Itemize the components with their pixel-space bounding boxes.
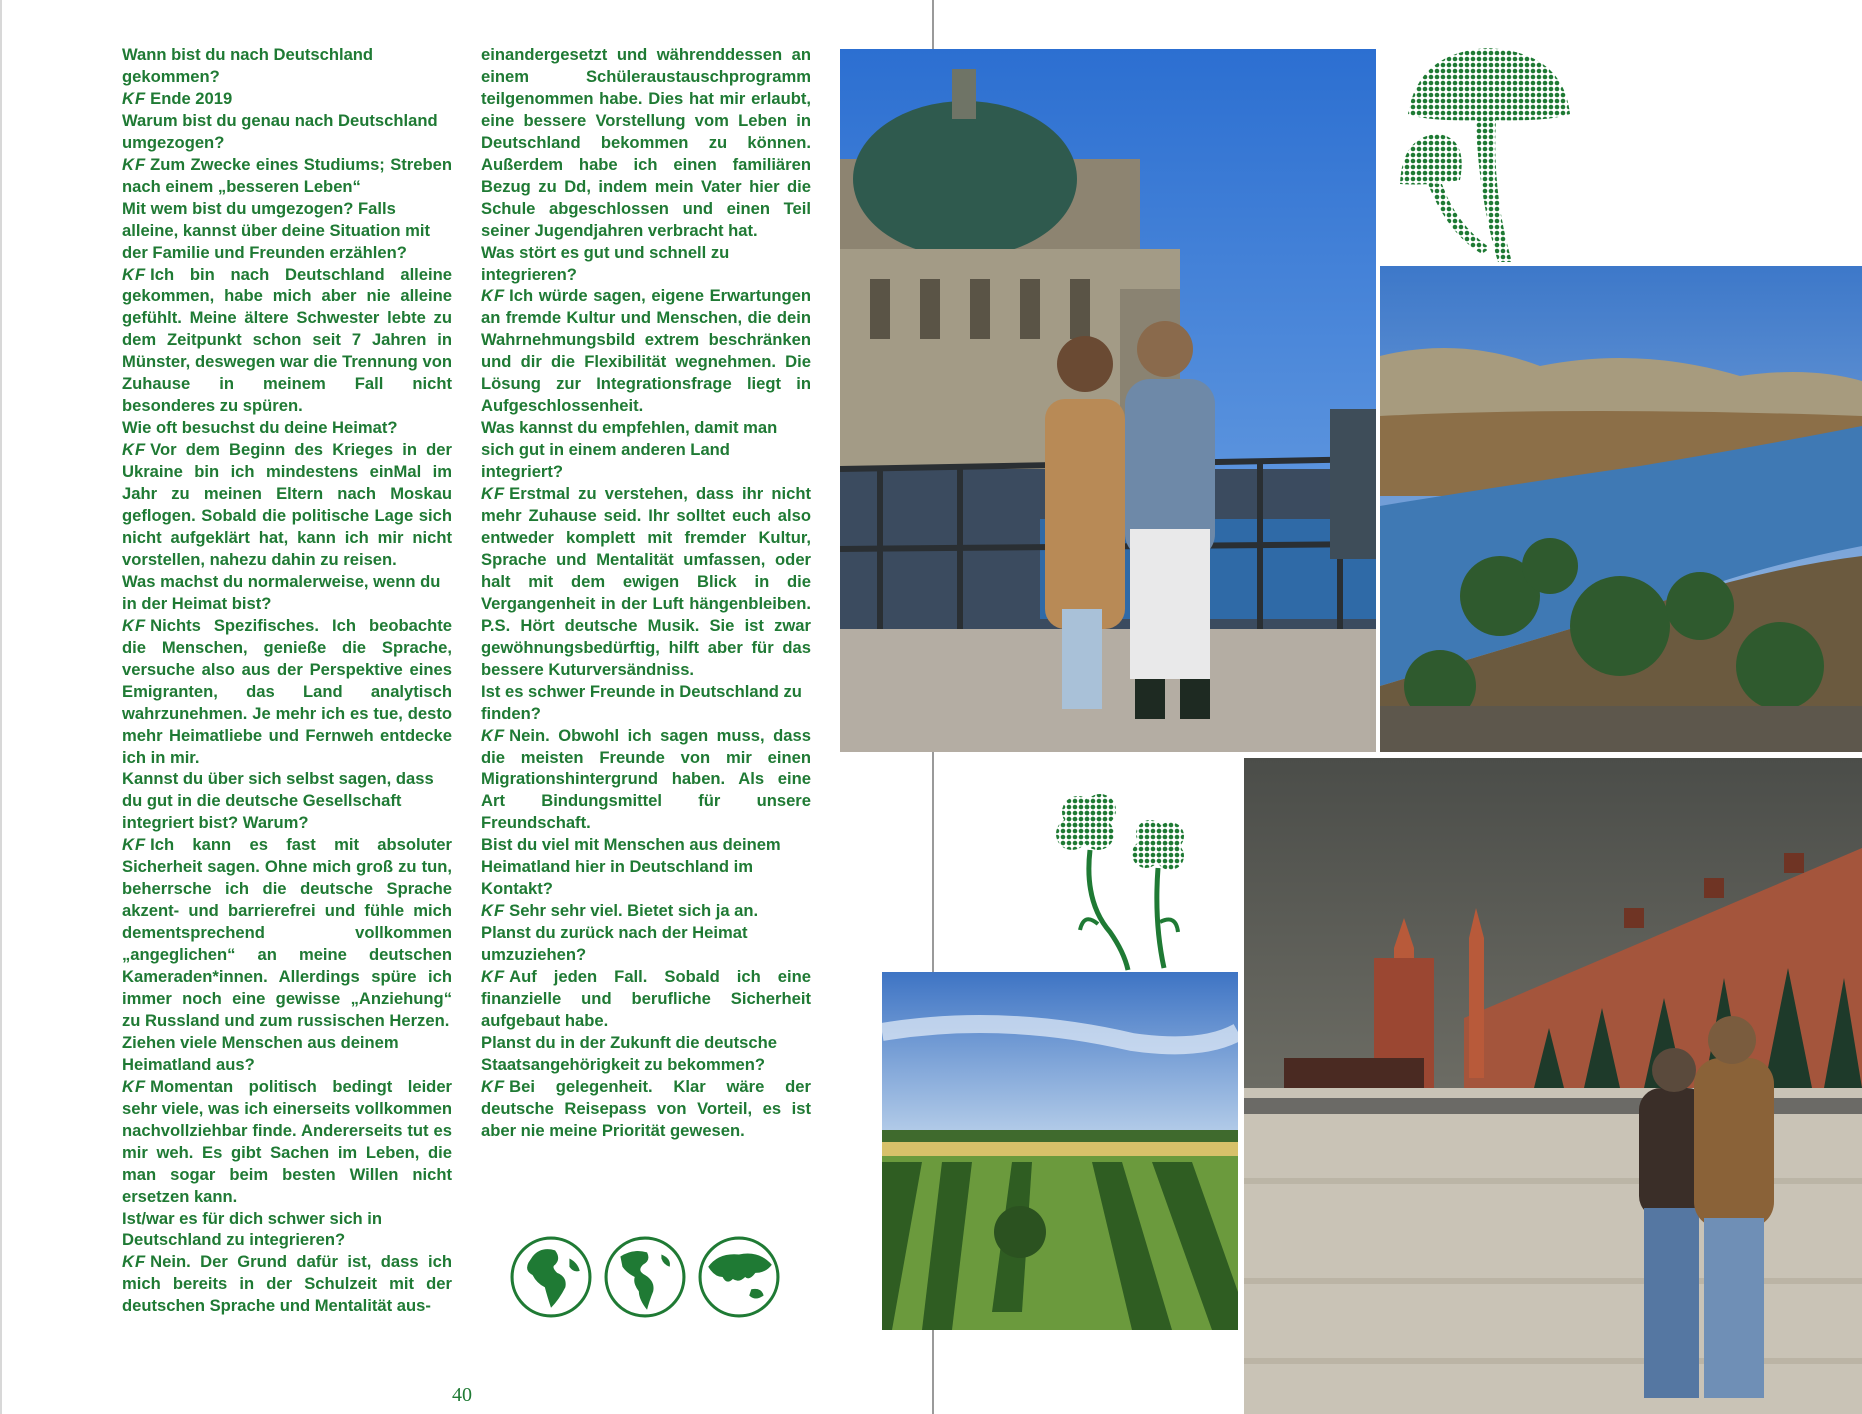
speaker-initials: KF — [481, 484, 506, 504]
answer-text: Ich würde sagen, eigene Erwartungen an fremde Kultur und Menschen, die dein Wahrnehmungsbild extrem beschränken und dir die Flexibilität wegnehmen. Die Lösung zur Integrationsfrage liegt in Aufgeschlossenheit. — [481, 286, 811, 416]
page-edge — [0, 0, 2, 1414]
interview-question — [122, 768, 452, 834]
answer-text: Nein. Obwohl ich sagen muss, dass die meisten Freunde von mir einen Migrationshintergrund haben. Als eine Art Bindungsmittel für unsere Freundschaft. — [481, 725, 811, 833]
interview-question — [122, 571, 452, 615]
mushroom-icon — [1398, 44, 1578, 266]
question-text: Ist es schwer Freunde in Deutschland zu finden? — [481, 681, 802, 723]
interview-answer — [122, 154, 452, 198]
speaker-initials: KF — [122, 440, 147, 460]
interview-answer — [122, 1251, 452, 1317]
speaker-initials: KF — [481, 967, 506, 987]
question-text: Wie oft besuchst du deine Heimat? — [122, 418, 398, 438]
interview-answer — [481, 1076, 811, 1142]
interview-question — [481, 417, 811, 483]
interview-answer — [122, 264, 452, 418]
answer-text: Nichts Spezifisches. Ich beobachte die Menschen, genieße die Sprache, versuche also aus der Perspektive eines Emigranten, das Land analytisch wahrzunehmen. Je mehr ich es tue, desto mehr Heimatliebe und Fernweh entdecke ich in mir. — [122, 615, 452, 767]
answer-text: Bei gelegenheit. Klar wäre der deutsche Reisepass von Vorteil, es ist aber nie meine Priorität gewesen. — [481, 1076, 811, 1140]
answer-text: Erstmal zu verstehen, dass ihr nicht mehr Zuhause seid. Ihr solltet euch also entweder komplett mit fremder Kultur, Sprache und Mentalität umfassen, oder halt mit dem ewigen Blick in die Vergangenheit in der Luft hängenbleiben. P.S. Hört deutsche Musik. Sie ist zwar gewöhnungsbedürftig, hilft aber für das bessere Kuturversändniss. — [481, 484, 811, 679]
globe-americas-icon — [604, 1236, 686, 1318]
interview-question — [481, 1032, 811, 1076]
answer-text: Zum Zwecke eines Studiums; Streben nach einem „besseren Leben“ — [122, 154, 452, 196]
interview-question — [122, 417, 452, 439]
question-text: Ist/war es für dich schwer sich in Deutschland zu integrieren? — [122, 1208, 383, 1250]
question-text: Was kannst du empfehlen, damit man sich gut in einem anderen Land integriert? — [481, 418, 778, 482]
question-text: Mit wem bist du umgezogen? Falls alleine, kannst über deine Situation mit der Familie und Freunden erzählen? — [122, 198, 430, 262]
interview-question — [481, 681, 811, 725]
answer-text: Vor dem Beginn des Krieges in der Ukraine bin ich mindestens einMal im Jahr zu meinen Eltern nach Moskau geflogen. Sobald die politische Lage sich nicht aufgeklärt hat, kann ich mir nicht vorstellen, nahezu dahin zu reisen. — [122, 440, 452, 569]
question-text: Planst du in der Zukunft die deutsche Staatsangehörigkeit zu bekommen? — [481, 1032, 777, 1074]
interview-question — [122, 44, 452, 88]
globe-africa-icon — [510, 1236, 592, 1318]
interview-question — [122, 1032, 452, 1076]
question-text: Kannst du über sich selbst sagen, dass du gut in die deutsche Gesellschaft integriert bist? Warum? — [122, 769, 434, 833]
answer-text: Ich bin nach Deutschland alleine gekommen, habe mich aber nie alleine gefühlt. Meine ältere Schwester lebte zu dem Zeitpunkt schon seit 7 Jahren in Münster, deswegen war die Trennung von Zuhause in meinem Fall nicht besonderes zu spüren. — [122, 264, 452, 416]
question-text: Wann bist du nach Deutschland gekommen? — [122, 45, 374, 86]
question-text: Was machst du normalerweise, wenn du in der Heimat bist? — [122, 571, 441, 613]
speaker-initials: KF — [481, 725, 506, 745]
speaker-initials: KF — [122, 1252, 147, 1272]
answer-text: Ende 2019 — [150, 88, 233, 108]
globe-asia-icon — [698, 1236, 780, 1318]
interview-question — [481, 922, 811, 966]
interview-question — [481, 834, 811, 900]
interview-answer — [481, 900, 811, 922]
interview-answer — [481, 285, 811, 417]
interview-answer — [122, 439, 452, 571]
flower-icon — [1054, 792, 1194, 972]
speaker-initials: KF — [481, 286, 506, 306]
question-text: Was stört es gut und schnell zu integrieren? — [481, 242, 730, 284]
answer-text: Auf jeden Fall. Sobald ich eine finanzielle und berufliche Sicherheit aufgebaut habe. — [481, 967, 811, 1030]
interview-answer — [481, 725, 811, 835]
interview-answer — [122, 834, 452, 1032]
red-square-night-photo — [1244, 758, 1862, 1414]
interview-column-2 — [481, 44, 811, 1142]
speaker-initials: KF — [122, 264, 147, 284]
page-number: 40 — [452, 1384, 472, 1406]
question-text: Warum bist du genau nach Deutschland umgezogen? — [122, 110, 438, 152]
interview-answer — [481, 483, 811, 681]
speaker-initials: KF — [122, 1076, 147, 1096]
speaker-initials: KF — [122, 88, 147, 108]
speaker-initials: KF — [122, 154, 147, 174]
mountain-river-photo — [1380, 266, 1862, 752]
interview-question — [122, 1208, 452, 1252]
answer-text: Nein. Der Grund dafür ist, dass ich mich bereits in der Schulzeit mit der deutschen Sprache und Mentalität aus- — [122, 1252, 452, 1316]
interview-question — [122, 110, 452, 154]
question-text: Bist du viel mit Menschen aus deinem Heimatland hier in Deutschland im Kontakt? — [481, 835, 781, 899]
speaker-initials: KF — [122, 615, 147, 635]
interview-question — [481, 242, 811, 286]
answer-text: einandergesetzt und währenddessen an einem Schüleraustauschprogramm teilgenommen habe. Dies hat mir erlaubt, eine bessere Vorstellung vom Leben in Deutschland bekommen zu können. Außerdem habe ich einen familiären Bezug zu Dd, indem mein Vater hier die Schule abgeschlossen und einen Teil seiner Jugendjahren verbracht hat. — [481, 45, 811, 240]
question-text: Ziehen viele Menschen aus deinem Heimatland aus? — [122, 1032, 399, 1074]
interview-answer — [122, 615, 452, 769]
interview-question — [122, 198, 452, 264]
interview-answer — [481, 44, 811, 242]
speaker-initials: KF — [122, 835, 147, 855]
speaker-initials: KF — [481, 901, 506, 921]
berlin-cathedral-photo — [840, 49, 1376, 752]
answer-text: Sehr sehr viel. Bietet sich ja an. — [509, 901, 759, 921]
interview-answer — [481, 966, 811, 1032]
interview-answer — [122, 88, 452, 110]
answer-text: Momentan politisch bedingt leider sehr viele, was ich einerseits vollkommen nachvollziehbar finde. Andererseits tut es mir weh. Es gibt Sachen im Leben, die man sogar beim besten Willen nicht ersetzen kann. — [122, 1076, 452, 1206]
interview-column-1 — [122, 44, 452, 1317]
answer-text: Ich kann es fast mit absoluter Sicherheit sagen. Ohne mich groß zu tun, beherrsche ich die deutsche Sprache akzent- und barrierefrei und fühle mich dementsprechend vollkommen „angeglichen“ an meine deutschen Kameraden*innen. Allerdings spüre ich immer noch eine gewisse „Anziehung“ zu Russland und zum russischen Herzen. — [122, 835, 452, 1030]
field-photo — [882, 972, 1238, 1330]
question-text: Planst du zurück nach der Heimat umzuziehen? — [481, 923, 748, 965]
interview-answer — [122, 1076, 452, 1208]
speaker-initials: KF — [481, 1076, 506, 1096]
